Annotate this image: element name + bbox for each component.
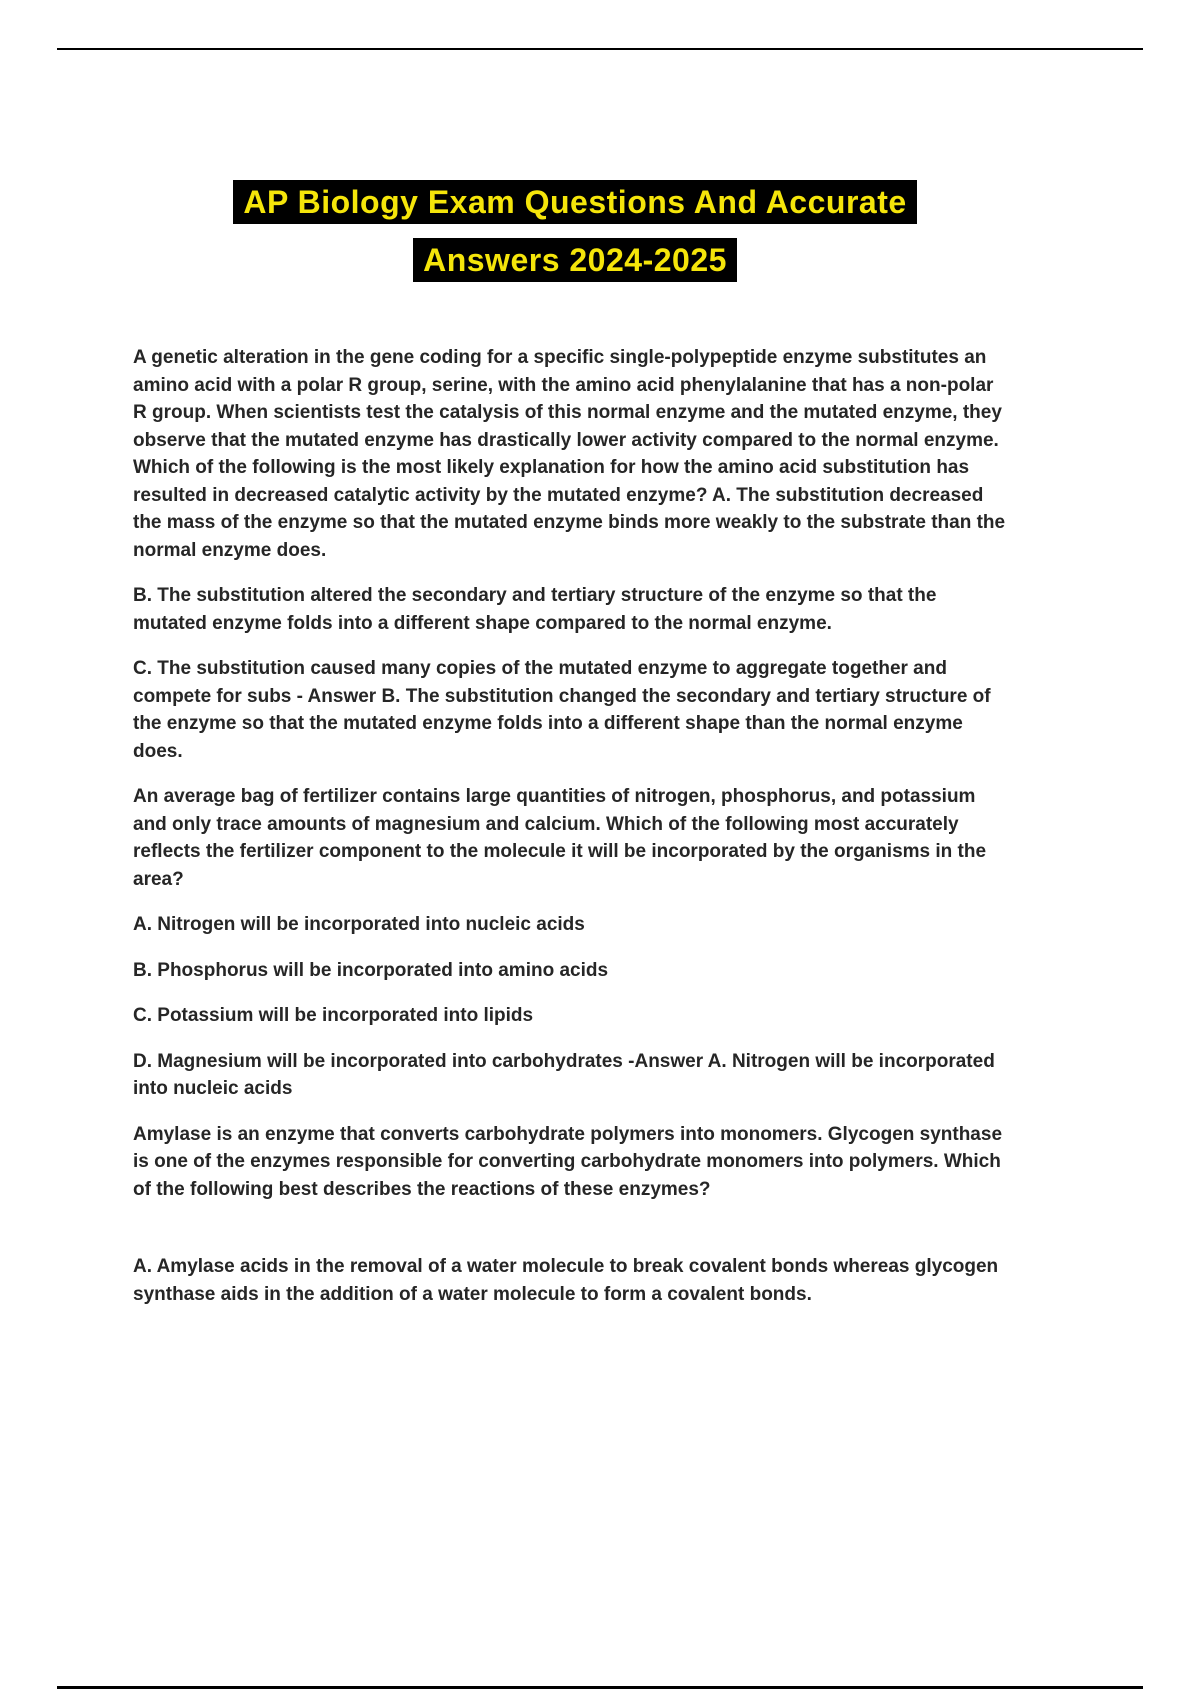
paragraph-option-c-answer: C. The substitution caused many copies of the mutated enzyme to aggregate together and compete for subs - Answer B. The substitution changed the secondary and tertiary structure of the enzyme so that the mutated enzyme folds into a different shape than the normal enzyme does.	[133, 658, 991, 762]
document-body	[133, 344, 1007, 1326]
paragraph-option-b2: B. Phosphorus will be incorporated into amino acids	[133, 959, 609, 981]
paragraph-option-a2: A. Amylase acids in the removal of a water molecule to break covalent bonds whereas glycogen synthase aids in the addition of a water molecule to form a covalent bonds.	[133, 1256, 999, 1305]
paragraph-question-1: A genetic alteration in the gene coding for a specific single-polypeptide enzyme substitutes an amino acid with a polar R group, serine, with the amino acid phenylalanine that has a non-polar R group. When scientists test the catalysis of this normal enzyme and the mutated enzyme, they observe that the mutated enzyme has drastically lower activity compared to the normal enzyme. Which of the following is the most likely explanation for how the amino acid substitution has resulted in decreased catalytic activity by the mutated enzyme? A. The substitution decreased the mass of the enzyme so that the mutated enzyme binds more weakly to the substrate than the normal enzyme does.	[133, 347, 1006, 561]
paragraph-option-b: B. The substitution altered the secondary and tertiary structure of the enzyme so that the mutated enzyme folds into a different shape compared to the normal enzyme.	[133, 585, 937, 634]
title-line-2: Answers 2024-2025	[413, 238, 737, 282]
top-rule	[57, 48, 1143, 50]
bottom-rule	[57, 1686, 1143, 1689]
paragraph-option-d-answer: D. Magnesium will be incorporated into carbohydrates -Answer A. Nitrogen will be incorporated into nucleic acids	[133, 1050, 995, 1099]
paragraph-question-3: Amylase is an enzyme that converts carbohydrate polymers into monomers. Glycogen synthase is one of the enzymes responsible for converting carbohydrate monomers into polymers. Which of the following best describes the reactions of these enzymes?	[133, 1123, 1003, 1200]
paragraph-option-c2: C. Potassium will be incorporated into lipids	[133, 1005, 534, 1026]
document-title	[0, 180, 1150, 296]
title-line-1: AP Biology Exam Questions And Accurate	[233, 180, 916, 224]
paragraph-option-a: A. Nitrogen will be incorporated into nucleic acids	[133, 914, 585, 935]
paragraph-question-2: An average bag of fertilizer contains large quantities of nitrogen, phosphorus, and potassium and only trace amounts of magnesium and calcium. Which of the following most accurately reflects the fertilizer component to the molecule it will be incorporated by the organisms in the area?	[133, 786, 987, 890]
